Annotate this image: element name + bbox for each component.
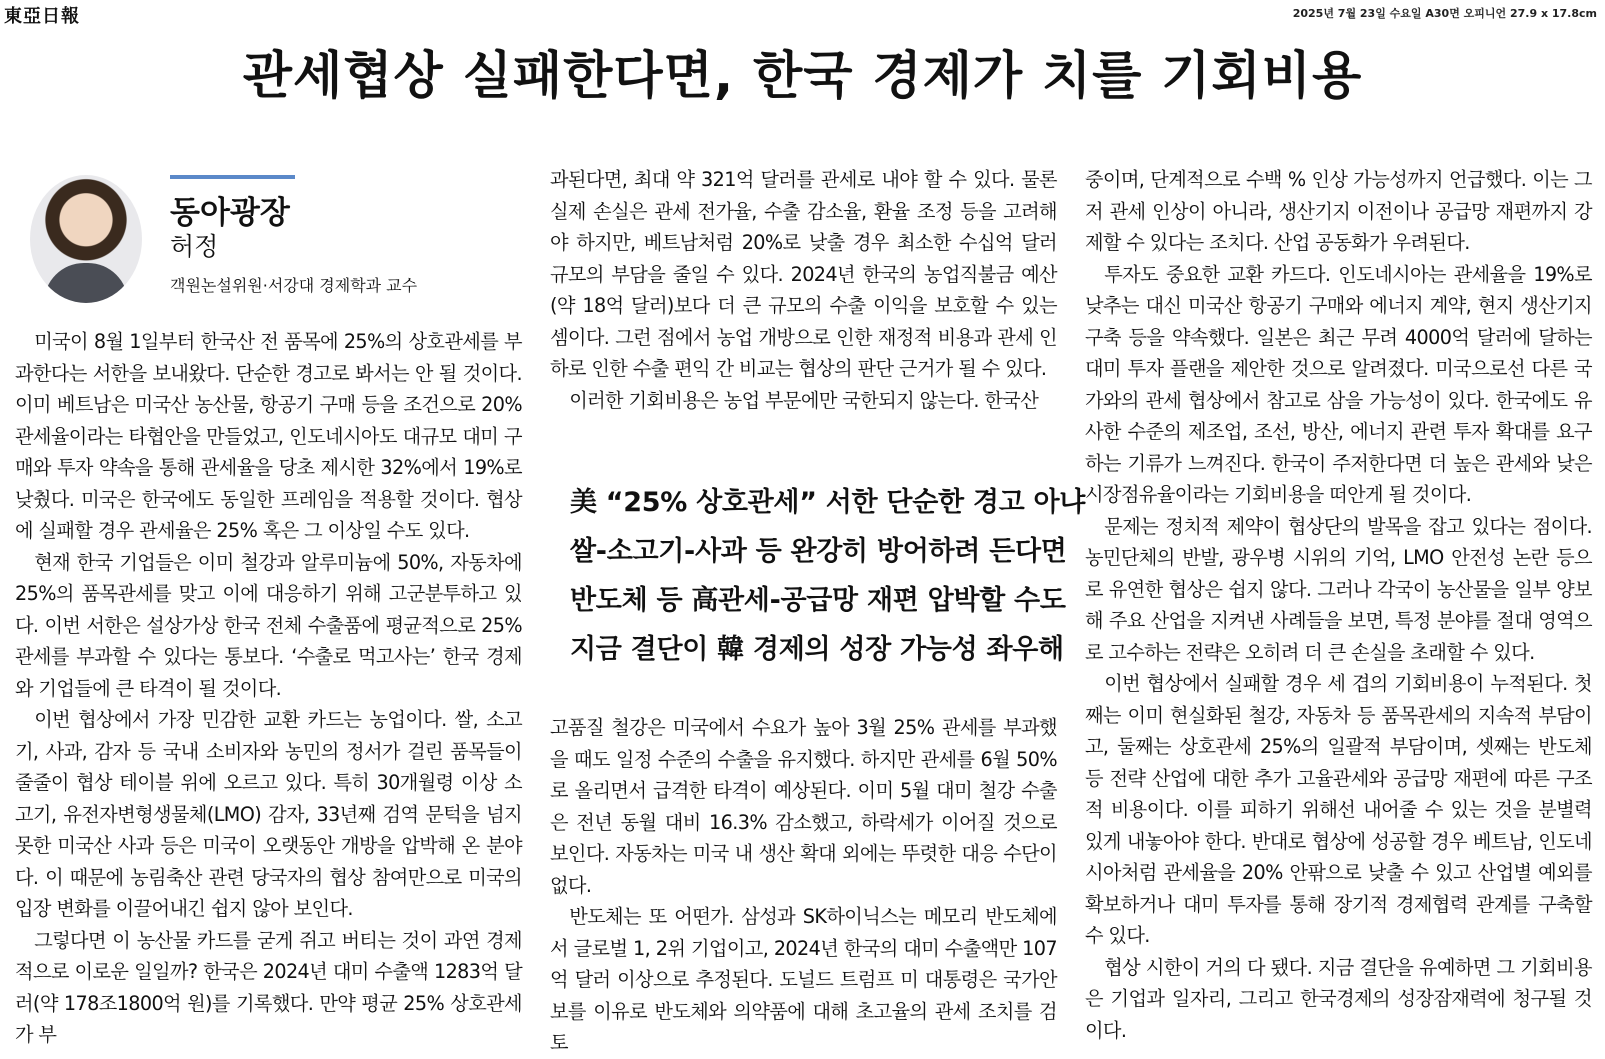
paragraph: 이러한 기회비용은 농업 부문에만 국한되지 않는다. 한국산 — [569, 388, 1039, 412]
paragraph: 협상 시한이 거의 다 됐다. 지금 결단을 유예하면 그 기회비용은 기업과 일자리, 그리고 한국경제의 성장잠재력에 청구될 것이다. — [1085, 955, 1592, 1042]
paragraph: 투자도 중요한 교환 카드다. 인도네시아는 관세율을 19%로 낮추는 대신 미국산 항공기 구매와 에너지 계약, 현지 생산기지 구축 등을 약속했다. 일본은 최근 무려 4000억 달러에 달하는 대미 투자 플랜을 제안한 것으로 알려졌다. 미국으로선 다른 국가와의 관세 협상에서 참고로 삼을 가능성이 있다. 한국에도 유사한 수준의 제조업, 조선, 방산, 에너지 관련 투자 확대를 요구하는 기류가 느껴진다. 한국이 주저한다면 더 높은 관세와 낮은 시장점유율이라는 기회비용을 떠안게 될 것이다. — [1085, 262, 1592, 506]
headline: 관세협상 실패한다면, 한국 경제가 치를 기회비용 — [242, 47, 1363, 106]
body-column-2-bottom — [550, 712, 1057, 1059]
pull-quote-line: 쌀-소고기-사과 등 완강히 방어하려 든다면 — [570, 536, 1067, 567]
body-column-1 — [15, 326, 522, 1051]
paragraph: 반도체는 또 어떤가. 삼성과 SK하이닉스는 메모리 반도체에서 글로벌 1, 2위 기업이고, 2024년 한국의 대미 수출액만 107억 달러 이상으로 추정된다. 도널드 트럼프 미 대통령은 국가안보를 이유로 반도체와 의약품에 대해 초고율의 관세 조치를 검토 — [550, 905, 1057, 1054]
pull-quote-line: 美 “25% 상호관세” 서한 단순한 경고 아냐 — [570, 487, 1086, 518]
pull-quote-line: 지금 결단이 韓 경제의 성장 가능성 좌우해 — [570, 634, 1064, 665]
author-name: 허정 — [170, 232, 219, 261]
pull-quote-line: 반도체 등 高관세-공급망 재편 압박할 수도 — [570, 585, 1066, 616]
newspaper-logo: 東亞日報 — [4, 6, 80, 27]
masthead — [0, 0, 1605, 26]
paragraph: 현재 한국 기업들은 이미 철강과 알루미늄에 50%, 자동차에 25%의 품목관세를 맞고 이에 대응하기 위해 고군분투하고 있다. 이번 서한은 설상가상 한국 전체 수출품에 평균적으로 25% 관세를 부과할 수 있다는 통보다. ‘수출로 먹고사는’ 한국 경제와 기업들에 큰 타격이 될 것이다. — [15, 550, 522, 700]
body-column-3 — [1085, 164, 1592, 1046]
paragraph: 고품질 철강은 미국에서 수요가 높아 3월 25% 관세를 부과했을 때도 일정 수준의 수출을 유지했다. 하지만 관세를 6월 50%로 올리면서 급격한 타격이 예상된다. 이미 5월 대미 철강 수출은 전년 동월 대비 16.3% 감소했고, 하락세가 이어질 것으로 보인다. 자동차는 미국 내 생산 확대 외에는 뚜렷한 대응 수단이 없다. — [550, 716, 1057, 897]
issue-meta: 2025년 7월 23일 수요일 A30면 오피니언 27.9 x 17.8cm — [1292, 7, 1597, 20]
body-column-2-top — [550, 164, 1057, 416]
byline — [30, 175, 520, 310]
paragraph: 그렇다면 이 농산물 카드를 굳게 쥐고 버티는 것이 과연 경제적으로 이로운 일일까? 한국은 2024년 대미 수출액 1283억 달러(약 178조1800억 원)를 기록했다. 만약 평균 25% 상호관세가 부 — [15, 928, 522, 1046]
paragraph: 이번 협상에서 실패할 경우 세 겹의 기회비용이 누적된다. 첫째는 이미 현실화된 철강, 자동차 등 품목관세의 지속적 부담이고, 둘째는 상호관세 25%의 일괄적 부담이며, 셋째는 반도체 등 전략 산업에 대한 추가 고율관세와 공급망 재편에 따른 구조적 비용이다. 이를 피하기 위해선 내어줄 수 있는 것을 분별력 있게 내놓아야 한다. 반대로 협상에 성공할 경우 베트남, 인도네시아처럼 관세율을 20% 안팎으로 낮출 수 있고 산업별 예외를 확보하거나 대미 투자를 통해 장기적 경제협력 관계를 구축할 수 있다. — [1085, 672, 1592, 947]
pull-quote — [570, 478, 1086, 674]
column-tag-bar — [170, 175, 295, 179]
paragraph: 미국이 8월 1일부터 한국산 전 품목에 25%의 상호관세를 부과한다는 서한을 보내왔다. 단순한 경고로 봐서는 안 될 것이다. 이미 베트남은 미국산 농산물, 항공기 구매 등을 조건으로 20% 관세율이라는 타협안을 만들었고, 인도네시아도 대규모 대미 구매와 투자 약속을 통해 관세율을 당초 제시한 32%에서 19%로 낮췄다. 미국은 한국에도 동일한 프레임을 적용할 것이다. 협상에 실패할 경우 관세율은 25% 혹은 그 이상일 수도 있다. — [15, 330, 522, 542]
paragraph: 과된다면, 최대 약 321억 달러를 관세로 내야 할 수 있다. 물론 실제 손실은 관세 전가율, 수출 감소율, 환율 조정 등을 고려해야 하지만, 베트남처럼 20%로 낮출 경우 최소한 수십억 달러 규모의 부담을 줄일 수 있다. 2024년 한국의 농업직불금 예산(약 18억 달러)보다 더 큰 규모의 수출 이익을 보호할 수 있는 셈이다. 그런 점에서 농업 개방으로 인한 재정적 비용과 관세 인하로 인한 수출 편익 간 비교는 협상의 판단 근거가 될 수 있다. — [550, 168, 1057, 380]
paragraph: 중이며, 단계적으로 수백 % 인상 가능성까지 언급했다. 이는 그저 관세 인상이 아니라, 생산기지 이전이나 공급망 재편까지 강제할 수 있다는 조치다. 산업 공동화가 우려된다. — [1085, 168, 1592, 254]
paragraph: 이번 협상에서 가장 민감한 교환 카드는 농업이다. 쌀, 소고기, 사과, 감자 등 국내 소비자와 농민의 정서가 걸린 품목들이 줄줄이 협상 테이블 위에 오르고 있다. 특히 30개월령 이상 소고기, 유전자변형생물체(LMO) 감자, 33년째 검역 문턱을 넘지 못한 미국산 사과 등은 미국이 오랫동안 개방을 압박해 온 분야다. 이 때문에 농림축산 관련 당국자의 협상 참여만으로 미국의 입장 변화를 이끌어내긴 쉽지 않아 보인다. — [15, 708, 522, 920]
author-photo — [30, 175, 142, 303]
paragraph: 문제는 정치적 제약이 협상단의 발목을 잡고 있다는 점이다. 농민단체의 반발, 광우병 시위의 기억, LMO 안전성 논란 등으로 유연한 협상은 쉽지 않다. 그러나 각국이 농산물을 일부 양보해 주요 산업을 지켜낸 사례들을 보면, 특정 분야를 절대 영역으로 고수하는 전략은 오히려 더 큰 손실을 초래할 수 있다. — [1085, 514, 1592, 664]
author-title: 객원논설위원·서강대 경제학과 교수 — [170, 276, 418, 295]
column-name: 동아광장 — [170, 195, 290, 231]
